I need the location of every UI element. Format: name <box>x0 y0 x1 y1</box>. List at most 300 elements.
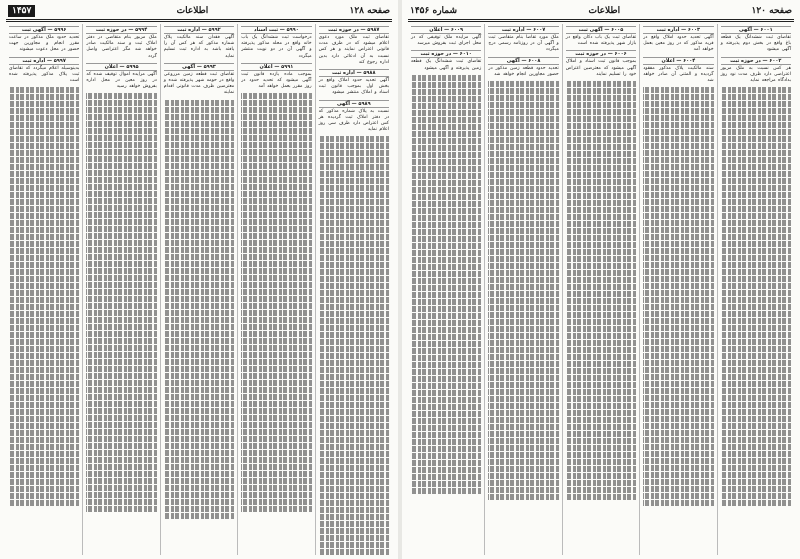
text-line <box>411 131 481 137</box>
text-line <box>164 513 234 519</box>
notice-heading: ۶۰۱۰ — در حوزه ثبت <box>411 50 481 58</box>
text-line <box>319 171 389 177</box>
text-line <box>488 284 558 290</box>
text-line <box>643 136 713 142</box>
notice-heading: ۵۹۸۸ — اداره ثبت <box>319 69 389 77</box>
text-line <box>9 304 79 310</box>
text-line <box>319 493 389 499</box>
text-line <box>9 437 79 443</box>
text-line <box>9 262 79 268</box>
text-line <box>721 276 791 282</box>
text-line <box>241 275 311 281</box>
text-line <box>643 444 713 450</box>
text-line <box>319 423 389 429</box>
text-line <box>566 165 636 171</box>
text-line <box>319 535 389 541</box>
text-line <box>241 331 311 337</box>
text-line <box>566 186 636 192</box>
text-line <box>319 430 389 436</box>
text-line <box>319 206 389 212</box>
text-line <box>86 226 156 232</box>
text-line <box>319 283 389 289</box>
text-line <box>164 387 234 393</box>
text-line <box>86 93 156 99</box>
text-line <box>643 220 713 226</box>
text-line <box>721 395 791 401</box>
text-line <box>411 236 481 242</box>
text-line <box>488 452 558 458</box>
text-line <box>411 159 481 165</box>
text-line <box>488 459 558 465</box>
text-line <box>86 380 156 386</box>
text-line <box>164 303 234 309</box>
text-line <box>319 164 389 170</box>
text-line <box>86 338 156 344</box>
text-line <box>164 436 234 442</box>
text-line <box>9 325 79 331</box>
text-line <box>411 285 481 291</box>
text-line <box>488 172 558 178</box>
text-line <box>488 424 558 430</box>
notice-body: آگهی تحدید حدود املاک واقع در قریه مذکور که در روز معین بعمل خواهد آمد <box>643 35 714 53</box>
text-line <box>319 262 389 268</box>
text-line <box>643 262 713 268</box>
text-line <box>488 368 558 374</box>
text-line <box>566 193 636 199</box>
text-line <box>411 278 481 284</box>
notice-body: هر کس نسبت به ملک مزبور اعتراضی دارد ظرف مدت نود روز بدادگاه مراجعه نماید <box>720 65 791 84</box>
text-line <box>488 417 558 423</box>
text-line <box>164 324 234 330</box>
text-line <box>164 247 234 253</box>
text-line <box>566 88 636 94</box>
text-line <box>241 478 311 484</box>
text-line <box>86 205 156 211</box>
text-line <box>86 261 156 267</box>
text-line <box>241 219 311 225</box>
text-line <box>9 444 79 450</box>
text-line <box>241 506 311 512</box>
notice-entry <box>164 26 234 60</box>
text-line <box>566 249 636 255</box>
text-line <box>86 457 156 463</box>
text-line <box>721 430 791 436</box>
text-line <box>643 479 713 485</box>
notice-entry <box>566 50 636 78</box>
text-line <box>411 271 481 277</box>
text-line <box>721 402 791 408</box>
text-line <box>319 227 389 233</box>
header-rule <box>6 21 392 22</box>
text-line <box>566 270 636 276</box>
text-line <box>643 206 713 212</box>
text-line <box>643 423 713 429</box>
text-line <box>9 171 79 177</box>
text-line <box>241 415 311 421</box>
text-line <box>241 121 311 127</box>
text-line <box>241 268 311 274</box>
text-line <box>9 388 79 394</box>
text-line <box>164 485 234 491</box>
text-line <box>319 472 389 478</box>
text-line <box>411 229 481 235</box>
text-line <box>488 179 558 185</box>
text-line <box>643 325 713 331</box>
text-line <box>411 257 481 263</box>
text-line <box>411 411 481 417</box>
notice-body: بموجب قانون ثبت اسناد و املاک آگهی میشود که معترضین اعتراض خود را تسلیم نمایند <box>565 59 637 77</box>
text-line <box>643 388 713 394</box>
text-line <box>411 201 481 207</box>
notice-body: تحدید حدود قطعه زمین مذکور در حضور مجاورین انجام خواهد شد <box>488 65 559 77</box>
text-line <box>643 416 713 422</box>
text-line <box>319 409 389 415</box>
text-line <box>86 485 156 491</box>
text-line <box>566 326 636 332</box>
text-line <box>643 276 713 282</box>
text-line <box>9 451 79 457</box>
text-line <box>566 319 636 325</box>
text-line <box>411 299 481 305</box>
text-line <box>86 436 156 442</box>
text-line <box>411 103 481 109</box>
text-line <box>164 149 234 155</box>
text-line <box>164 100 234 106</box>
text-line <box>9 241 79 247</box>
text-line <box>86 296 156 302</box>
text-line <box>488 445 558 451</box>
text-line <box>9 115 79 121</box>
notice-heading: ۵۹۹۰ — ثبت اسناد <box>241 26 311 34</box>
text-line <box>721 500 791 506</box>
text-line <box>721 199 791 205</box>
text-line <box>566 207 636 213</box>
text-line <box>643 87 713 93</box>
text-line <box>164 191 234 197</box>
text-line <box>411 425 481 431</box>
text-line <box>241 149 311 155</box>
text-line <box>488 193 558 199</box>
text-line <box>643 451 713 457</box>
text-line <box>9 381 79 387</box>
text-line <box>241 324 311 330</box>
text-line <box>86 443 156 449</box>
text-line <box>86 142 156 148</box>
text-line <box>319 136 389 142</box>
text-line <box>721 150 791 156</box>
text-line <box>721 108 791 114</box>
text-line <box>643 304 713 310</box>
text-line <box>566 459 636 465</box>
text-line <box>488 123 558 129</box>
notice-heading: ۵۹۸۹ — آگهی <box>319 100 389 108</box>
text-line <box>566 438 636 444</box>
text-line <box>164 317 234 323</box>
text-line <box>643 157 713 163</box>
text-line <box>164 345 234 351</box>
text-line <box>721 101 791 107</box>
text-line <box>241 93 311 99</box>
text-line <box>488 480 558 486</box>
text-line <box>721 444 791 450</box>
text-line <box>488 235 558 241</box>
text-line <box>488 263 558 269</box>
text-line <box>164 170 234 176</box>
text-column <box>6 24 82 555</box>
text-line <box>86 471 156 477</box>
text-line <box>488 88 558 94</box>
text-line <box>721 423 791 429</box>
right-page-number: صفحه ۱۲۰ <box>751 6 792 16</box>
notice-body: ملک مورد تقاضا بنام متقاضی ثبت و آگهی آن در روزنامه رسمی درج میگردد <box>488 35 559 53</box>
text-line <box>241 240 311 246</box>
notice-heading: ۵۹۹۵ — اعلان <box>86 63 156 71</box>
text-line <box>86 128 156 134</box>
right-columns <box>408 24 794 555</box>
header-rule <box>408 19 794 20</box>
text-line <box>9 395 79 401</box>
text-line <box>241 422 311 428</box>
text-line <box>9 458 79 464</box>
text-line <box>566 144 636 150</box>
text-line <box>9 213 79 219</box>
text-line <box>164 177 234 183</box>
notice-body: تحدید حدود ملک مذکور در ساعت مقرر انجام و مجاورین جهت حضور در محل دعوت میشوند <box>8 35 80 53</box>
text-line <box>164 205 234 211</box>
text-line <box>411 418 481 424</box>
text-line <box>643 199 713 205</box>
text-line <box>9 472 79 478</box>
text-line <box>643 472 713 478</box>
text-line <box>566 487 636 493</box>
text-line <box>164 296 234 302</box>
text-line <box>411 355 481 361</box>
notice-heading: ۵۹۹۶ — آگهی ثبت <box>9 26 79 34</box>
text-line <box>721 381 791 387</box>
text-line <box>9 339 79 345</box>
text-line <box>411 467 481 473</box>
text-line <box>164 310 234 316</box>
text-line <box>86 156 156 162</box>
text-line <box>241 464 311 470</box>
text-line <box>721 283 791 289</box>
text-line <box>488 207 558 213</box>
text-line <box>411 369 481 375</box>
text-line <box>319 325 389 331</box>
text-line <box>319 269 389 275</box>
text-line <box>721 416 791 422</box>
text-line <box>643 437 713 443</box>
text-line <box>241 471 311 477</box>
text-line <box>319 395 389 401</box>
text-line <box>241 233 311 239</box>
text-line <box>411 166 481 172</box>
text-line <box>721 262 791 268</box>
text-line <box>566 361 636 367</box>
text-line <box>9 465 79 471</box>
text-column <box>717 24 794 555</box>
text-line <box>566 473 636 479</box>
notice-body: تقاضای ثبت ملک مورد دعوی اعلام میشود که در ظرف مدت قانونی اعتراض نمایند و هر کس نسبت به آن ادعائی دارد بدین اداره رجوع کند <box>318 35 389 65</box>
text-line <box>9 269 79 275</box>
text-line <box>566 123 636 129</box>
right-page <box>402 0 800 559</box>
text-line <box>488 487 558 493</box>
text-line <box>643 311 713 317</box>
header-rule <box>6 19 392 20</box>
text-line <box>411 334 481 340</box>
text-line <box>9 409 79 415</box>
text-line <box>319 297 389 303</box>
text-line <box>721 486 791 492</box>
text-line <box>643 500 713 506</box>
text-line <box>643 122 713 128</box>
text-line <box>488 396 558 402</box>
notice-entry <box>643 26 713 54</box>
text-line <box>9 493 79 499</box>
text-line <box>86 233 156 239</box>
text-line <box>241 499 311 505</box>
notice-entry <box>241 26 311 60</box>
text-line <box>241 135 311 141</box>
text-line <box>319 367 389 373</box>
text-line <box>721 206 791 212</box>
text-line <box>319 192 389 198</box>
left-columns <box>6 24 392 555</box>
text-line <box>9 374 79 380</box>
text-line <box>643 332 713 338</box>
text-line <box>411 439 481 445</box>
text-line <box>488 333 558 339</box>
text-line <box>488 95 558 101</box>
text-line <box>721 451 791 457</box>
text-line <box>566 221 636 227</box>
text-line <box>488 249 558 255</box>
text-line <box>488 102 558 108</box>
text-line <box>488 382 558 388</box>
text-line <box>566 172 636 178</box>
text-line <box>319 444 389 450</box>
notice-entry <box>164 63 234 97</box>
notice-body: تقاضای ثبت قطعه زمین مزروعی واقع در حومه شهر پذیرفته شده و معترضین ظرف مدت قانونی اقدام نمایند <box>163 71 235 96</box>
text-line <box>9 87 79 93</box>
text-line <box>164 450 234 456</box>
text-line <box>721 353 791 359</box>
notice-entry <box>86 63 156 91</box>
text-line <box>488 403 558 409</box>
text-line <box>241 338 311 344</box>
notice-heading: ۶۰۰۵ — آگهی ثبت <box>566 26 636 34</box>
text-line <box>319 521 389 527</box>
text-line <box>241 303 311 309</box>
text-line <box>164 128 234 134</box>
text-line <box>721 332 791 338</box>
text-line <box>319 388 389 394</box>
text-line <box>86 450 156 456</box>
notice-heading: ۶۰۰۳ — اداره ثبت <box>643 26 713 34</box>
text-line <box>9 353 79 359</box>
text-line <box>643 458 713 464</box>
text-line <box>241 429 311 435</box>
text-line <box>411 75 481 81</box>
text-line <box>643 318 713 324</box>
text-line <box>411 362 481 368</box>
text-line <box>488 494 558 500</box>
text-line <box>319 318 389 324</box>
text-line <box>411 124 481 130</box>
text-line <box>411 250 481 256</box>
text-line <box>86 464 156 470</box>
notice-entry <box>488 57 558 78</box>
text-line <box>411 187 481 193</box>
text-line <box>241 128 311 134</box>
text-line <box>566 242 636 248</box>
text-line <box>9 255 79 261</box>
text-line <box>411 376 481 382</box>
text-line <box>164 429 234 435</box>
text-line <box>9 360 79 366</box>
text-line <box>241 310 311 316</box>
notice-heading: ۶۰۰۷ — اداره ثبت <box>488 26 558 34</box>
text-line <box>164 352 234 358</box>
text-line <box>319 332 389 338</box>
text-line <box>9 220 79 226</box>
text-line <box>411 488 481 494</box>
text-line <box>411 82 481 88</box>
text-line <box>9 297 79 303</box>
text-line <box>86 366 156 372</box>
text-line <box>9 129 79 135</box>
text-line <box>241 100 311 106</box>
text-line <box>241 401 311 407</box>
text-line <box>411 96 481 102</box>
text-line <box>488 228 558 234</box>
text-line <box>86 394 156 400</box>
text-line <box>9 199 79 205</box>
text-line <box>566 116 636 122</box>
text-line <box>86 499 156 505</box>
text-column <box>408 24 484 555</box>
text-line <box>9 143 79 149</box>
text-line <box>566 228 636 234</box>
text-line <box>721 220 791 226</box>
text-line <box>9 185 79 191</box>
text-line <box>488 361 558 367</box>
text-line <box>319 500 389 506</box>
text-line <box>721 360 791 366</box>
text-line <box>319 514 389 520</box>
text-column <box>315 24 392 555</box>
text-line <box>488 354 558 360</box>
text-line <box>566 179 636 185</box>
text-line <box>721 143 791 149</box>
text-line <box>721 472 791 478</box>
text-line <box>488 431 558 437</box>
notice-heading: ۶۰۰۹ — اعلان <box>411 26 481 34</box>
text-line <box>411 460 481 466</box>
text-line <box>9 500 79 506</box>
text-line <box>721 311 791 317</box>
text-line <box>319 178 389 184</box>
text-line <box>411 397 481 403</box>
text-line <box>643 213 713 219</box>
text-line <box>164 408 234 414</box>
text-line <box>86 373 156 379</box>
text-line <box>721 87 791 93</box>
text-line <box>566 452 636 458</box>
text-line <box>566 200 636 206</box>
text-line <box>488 347 558 353</box>
